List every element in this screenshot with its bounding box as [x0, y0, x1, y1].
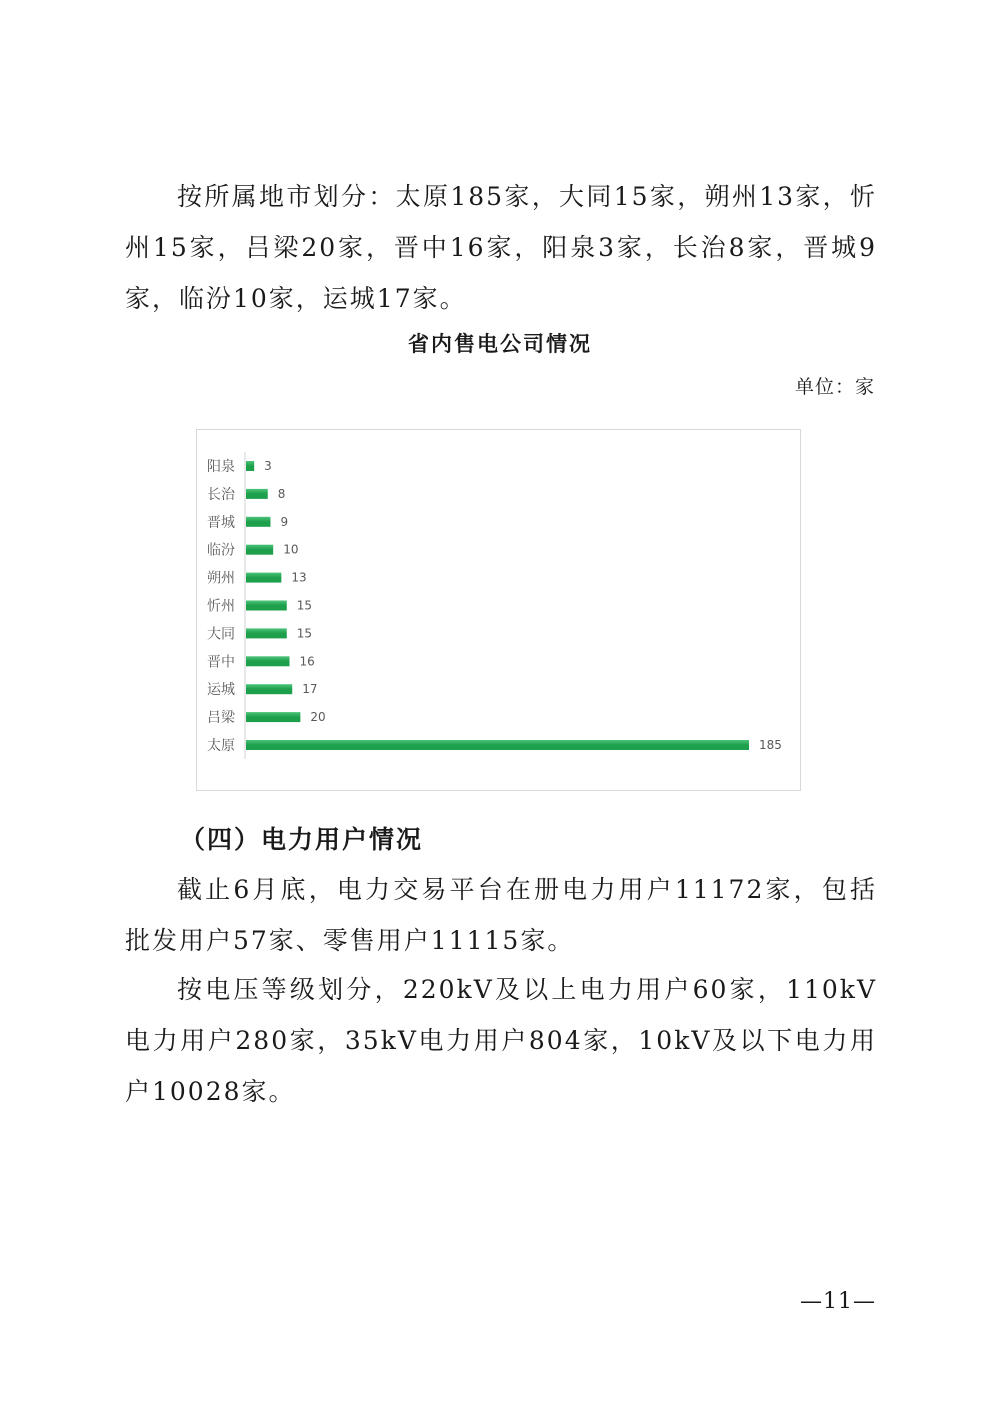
- chart-title: 省内售电公司情况: [408, 332, 592, 356]
- bar-太原: [246, 740, 749, 750]
- category-label: 阳泉: [207, 459, 235, 475]
- bar-临汾: [246, 545, 273, 555]
- bar-吕梁: [246, 712, 300, 722]
- city-breakdown-paragraph: 按所属地市划分：太原185家，大同15家，朔州13家，忻州15家，吕梁20家，晋中16家，阳泉3家，长治8家，晋城9家，临汾10家，运城17家。: [125, 182, 877, 313]
- page-number: —11—: [800, 1289, 876, 1314]
- data-label: 3: [264, 459, 272, 473]
- bar-忻州: [246, 601, 287, 611]
- section-heading: （四）电力用户情况: [180, 825, 424, 854]
- category-label: 晋中: [207, 654, 235, 671]
- data-label: 185: [759, 738, 782, 752]
- data-label: 17: [302, 682, 318, 697]
- data-label: 10: [283, 542, 299, 557]
- bar-大同: [246, 628, 287, 638]
- data-label: 15: [296, 626, 313, 641]
- category-label: 运城: [207, 682, 235, 699]
- data-label: 8: [277, 486, 286, 501]
- bar-运城: [246, 684, 292, 694]
- category-label: 忻州: [207, 598, 235, 615]
- bar-chart: [196, 429, 801, 791]
- bar-阳泉: [246, 461, 254, 471]
- unit-label: 单位：家: [794, 376, 875, 398]
- bar-长治: [246, 489, 268, 499]
- category-label: 晋城: [207, 514, 235, 531]
- voltage-breakdown-paragraph: 按电压等级划分，220kV及以上电力用户60家，110kV电力用户280家，35kV电力用户804家，10kV及以下电力用户10028家。: [125, 975, 877, 1106]
- category-label: 太原: [207, 738, 235, 754]
- data-label: 16: [299, 654, 315, 669]
- category-label: 临汾: [207, 542, 235, 559]
- category-label: 大同: [207, 626, 235, 643]
- total-users-paragraph: 截止6月底，电力交易平台在册电力用户11172家，包括批发用户57家、零售用户11115家。: [125, 875, 877, 955]
- data-label: 13: [291, 570, 307, 585]
- category-label: 吕梁: [207, 710, 235, 727]
- bar-晋城: [246, 517, 270, 527]
- bar-晋中: [246, 656, 290, 666]
- bar-chart-svg: [197, 430, 802, 792]
- category-label: 朔州: [207, 570, 235, 587]
- data-label: 20: [310, 710, 326, 725]
- data-label: 9: [280, 514, 289, 529]
- category-label: 长治: [207, 486, 235, 503]
- data-label: 15: [296, 598, 313, 613]
- bar-朔州: [246, 573, 281, 583]
